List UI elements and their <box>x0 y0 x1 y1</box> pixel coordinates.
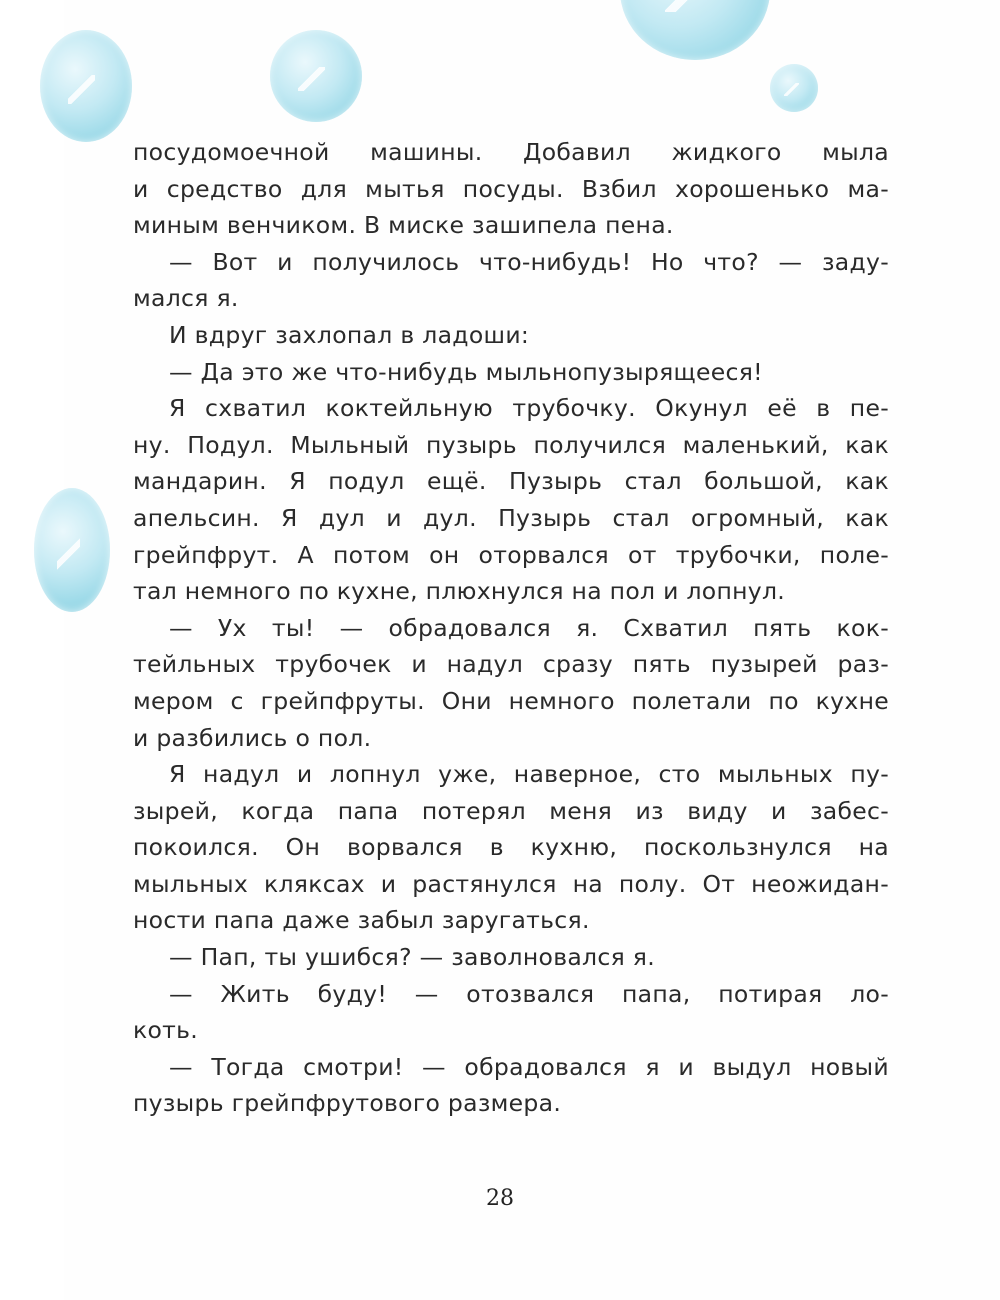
soap-bubble-tiny-decoration <box>770 64 818 112</box>
text-line: тал немного по кухне, плюхнулся на пол и лопнул. <box>133 577 786 606</box>
text-line: — Тогда смотри! — обрадовался я и выдул новый <box>169 1052 889 1081</box>
text-line: ности папа даже забыл заругаться. <box>133 906 590 935</box>
text-line: и разбились о пол. <box>133 723 372 752</box>
text-line: — Пап, ты ушибся? — заволновался я. <box>169 943 655 972</box>
text-line: мером с грейпфруты. Они немного полетали по кухне <box>133 686 889 715</box>
soap-bubble-left-middle-decoration <box>34 488 110 612</box>
soap-bubble-top-small-decoration <box>270 30 362 122</box>
text-line: ну. Подул. Мыльный пузырь получился маленький, как <box>133 430 889 459</box>
page-number: 28 <box>486 1186 514 1211</box>
text-line: тейльных трубочек и надул сразу пять пузырей раз- <box>133 650 889 679</box>
text-line: мандарин. Я подул ещё. Пузырь стал большой, как <box>133 467 889 496</box>
text-line: покоился. Он ворвался в кухню, поскользнулся на <box>133 833 889 862</box>
text-line: — Ух ты! — обрадовался я. Схватил пять кок- <box>169 613 889 642</box>
text-line: грейпфрут. А потом он оторвался от трубочки, поле- <box>133 540 889 569</box>
text-line: апельсин. Я дул и дул. Пузырь стал огромный, как <box>133 503 889 532</box>
text-line: мыльных кляксах и растянулся на полу. От неожидан- <box>133 869 889 898</box>
text-line: посудомоечной машины. Добавил жидкого мыла <box>133 138 889 166</box>
text-line: коть. <box>133 1016 199 1045</box>
text-line: И вдруг захлопал в ладоши: <box>169 320 530 349</box>
soap-bubble-top-left-decoration <box>40 30 132 142</box>
text-line: пузырь грейпфрутового размера. <box>133 1089 562 1118</box>
text-line: и средство для мытья посуды. Взбил хорошенько ма- <box>133 174 889 203</box>
text-line: мался я. <box>133 284 239 313</box>
story-text <box>133 134 889 1122</box>
text-line: Я надул и лопнул уже, наверное, сто мыльных пу- <box>169 760 889 789</box>
text-line: зырей, когда папа потерял меня из виду и забес- <box>133 796 889 825</box>
text-line: — Вот и получилось что-нибудь! Но что? — заду- <box>169 247 889 276</box>
text-line: Я схватил коктейльную трубочку. Окунул её в пе- <box>169 394 889 423</box>
text-line: — Жить буду! — отозвался папа, потирая ло- <box>169 979 889 1008</box>
text-line: — Да это же что-нибудь мыльнопузырящееся! <box>169 357 763 386</box>
text-line: миным венчиком. В миске зашипела пена. <box>133 211 674 240</box>
